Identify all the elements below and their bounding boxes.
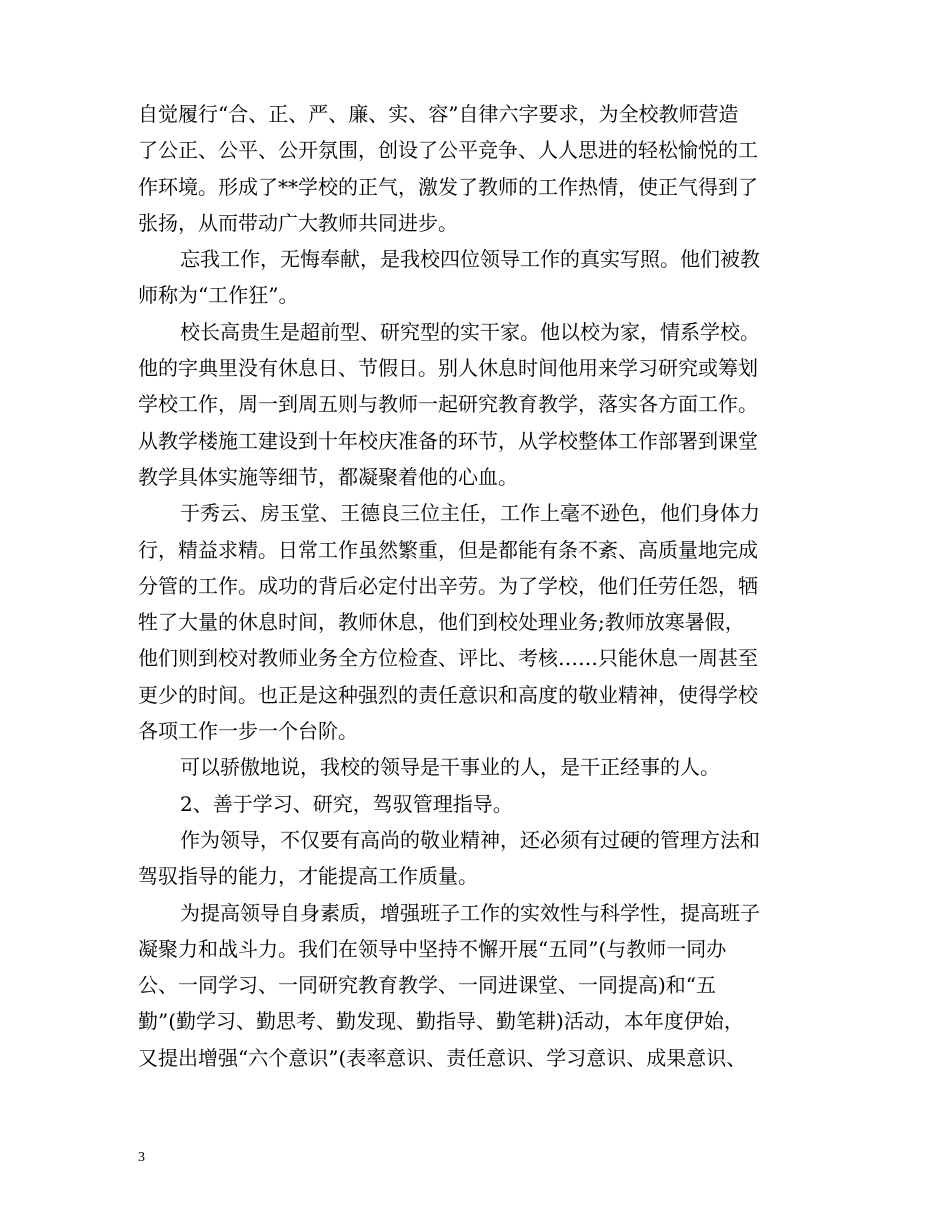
text-line: 了公正、公平、公开氛围，创设了公平竞争、人人思进的轻松愉悦的工	[138, 138, 758, 163]
text-line: 他们则到校对教师业务全方位检查、评比、考核……只能休息一周甚至	[138, 646, 758, 671]
text-line: 各项工作一步一个台阶。	[138, 719, 358, 744]
text-line: 又提出增强“六个意识”(表率意识、责任意识、学习意识、成果意识、	[138, 1045, 747, 1070]
text-line: 作环境。形成了**学校的正气，激发了教师的工作热情，使正气得到了	[138, 174, 758, 199]
text-line: 可以骄傲地说，我校的领导是干事业的人，是干正经事的人。	[180, 755, 720, 780]
text-line: 于秀云、房玉堂、王德良三位主任，工作上毫不逊色，他们身体力	[180, 501, 760, 526]
text-line: 驾驭指导的能力，才能提高工作质量。	[138, 864, 478, 889]
text-line: 勤”(勤学习、勤思考、勤发现、勤指导、勤笔耕)活动，本年度伊始，	[138, 1009, 744, 1034]
text-line: 忘我工作，无悔奉献，是我校四位领导工作的真实写照。他们被教	[180, 247, 760, 272]
text-line: 为提高领导自身素质，增强班子工作的实效性与科学性，提高班子	[180, 900, 760, 925]
text-line: 张扬，从而带动广大教师共同进步。	[138, 210, 458, 235]
text-line: 分管的工作。成功的背后必定付出辛劳。为了学校，他们任劳任怨，牺	[138, 573, 758, 598]
document-body	[138, 96, 828, 1076]
text-line: 公、一同学习、一同研究教育教学、一同进课堂、一同提高)和“五	[138, 973, 717, 998]
text-line: 更少的时间。也正是这种强烈的责任意识和高度的敬业精神，使得学校	[138, 682, 758, 707]
text-line: 行，精益求精。日常工作虽然繁重，但是都能有条不紊、高质量地完成	[138, 537, 758, 562]
text-line: 自觉履行“合、正、严、廉、实、容”自律六字要求，为全校教师营造	[138, 102, 739, 126]
text-line: 教学具体实施等细节，都凝聚着他的心血。	[138, 464, 518, 489]
text-line: 从教学楼施工建设到十年校庆准备的环节，从学校整体工作部署到课堂	[138, 428, 758, 453]
text-line: 学校工作，周一到周五则与教师一起研究教育教学，落实各方面工作。	[138, 392, 758, 417]
page-number: 3	[138, 1150, 145, 1165]
text-line: 他的字典里没有休息日、节假日。别人休息时间他用来学习研究或筹划	[138, 356, 758, 381]
text-line: 作为领导，不仅要有高尚的敬业精神，还必须有过硬的管理方法和	[180, 827, 760, 852]
text-line: 2、善于学习、研究，驾驭管理指导。	[180, 791, 513, 816]
text-line: 牲了大量的休息时间，教师休息，他们到校处理业务;教师放寒暑假，	[138, 610, 745, 635]
text-line: 校长高贵生是超前型、研究型的实干家。他以校为家，情系学校。	[180, 319, 760, 344]
text-line: 师称为“工作狂”。	[138, 283, 299, 308]
text-line: 凝聚力和战斗力。我们在领导中坚持不懈开展“五同”(与教师一同办	[138, 936, 727, 961]
